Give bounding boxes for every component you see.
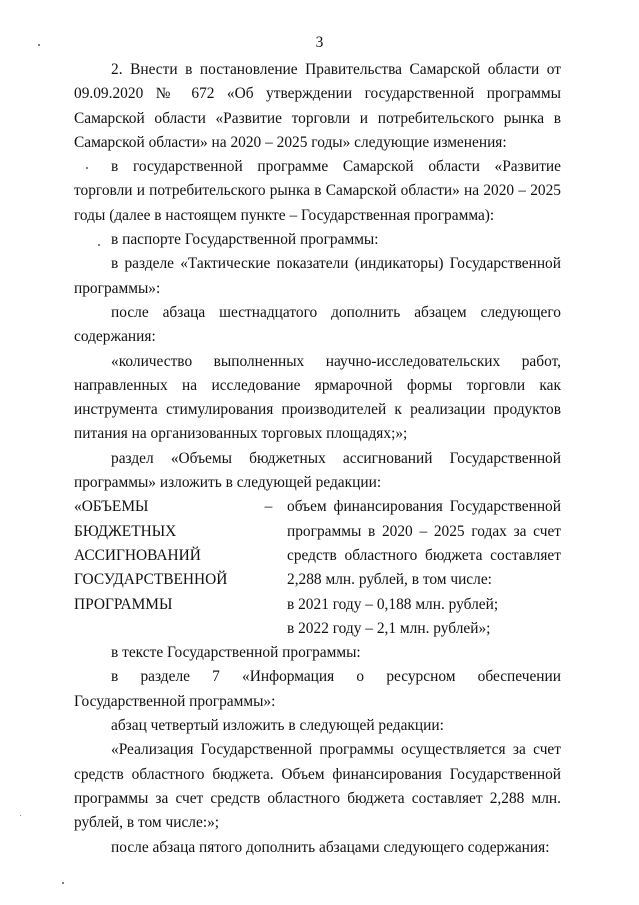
passport-row-label bbox=[74, 495, 250, 616]
paragraph-after-sixteenth: после абзаца шестнадцатого дополнить абзацем следующего содержания: bbox=[74, 303, 561, 346]
passport-label-line: АССИГНОВАНИЙ bbox=[74, 546, 201, 564]
scan-speck bbox=[98, 244, 100, 246]
passport-dash: – bbox=[264, 498, 273, 516]
paragraph-passport: в паспорте Государственной программы: bbox=[111, 231, 379, 249]
passport-label-line: БЮДЖЕТНЫХ bbox=[74, 522, 177, 540]
passport-label-line: ГОСУДАРСТВЕННОЙ bbox=[74, 571, 228, 589]
passport-value-2022: в 2022 году – 2,1 млн. рублей»; bbox=[287, 619, 491, 637]
paragraph-after-fifth: после абзаца пятого дополнить абзацами следующего содержания: bbox=[111, 838, 550, 856]
document-body bbox=[74, 58, 561, 860]
paragraph-section-7: в разделе 7 «Информация о ресурсном обеспечении Государственной программы»: bbox=[74, 668, 561, 710]
passport-row-value bbox=[287, 495, 561, 641]
paragraph-budget-section: раздел «Объемы бюджетных ассигнований Государственной программы» изложить в следующей редакции: bbox=[74, 449, 561, 492]
scan-speck bbox=[62, 882, 64, 884]
passport-budget-row bbox=[74, 495, 561, 641]
paragraph-section-indicators: в разделе «Тактические показатели (индикаторы) Государственной программы»: bbox=[74, 255, 561, 297]
paragraph-program-text: в тексте Государственной программы: bbox=[111, 644, 361, 662]
passport-value-main: объем финансирования Государственной программы в 2020 – 2025 годах за счет средств областного бюджета составляет 2,288 млн. рублей, в том числе: bbox=[287, 498, 561, 589]
paragraph-research-works: «количество выполненных научно-исследовательских работ, направленных на исследование ярмарочной формы торговли как инструмента стимулирования производителей к реализации продуктов питания на организованных торговых площадях;»; bbox=[74, 352, 561, 443]
passport-value-2021: в 2021 году – 0,188 млн. рублей; bbox=[287, 595, 499, 613]
scan-speck bbox=[38, 44, 40, 46]
paragraph-program-changes: в государственной программе Самарской области «Развитие торговли и потребительского рынка в Самарской области» на 2020 – 2025 годы (далее в настоящем пункте – Государственная программа): bbox=[74, 158, 561, 224]
scan-speck bbox=[86, 167, 88, 169]
page-number: 3 bbox=[315, 34, 324, 51]
paragraph-fourth-paragraph: абзац четвертый изложить в следующей редакции: bbox=[111, 717, 444, 735]
passport-label-line: «ОБЪЕМЫ bbox=[74, 498, 149, 516]
paragraph-amendment-intro: 2. Внести в постановление Правительства Самарской области от 09.09.2020 № 672 «Об утверждении государственной программы Самарской области «Развитие торговли и потребительского рынка в Самарской области» на 2020 – 2025 годы» следующие изменения: bbox=[74, 61, 561, 151]
passport-label-line: ПРОГРАММЫ bbox=[74, 595, 173, 613]
scan-speck bbox=[20, 815, 21, 816]
paragraph-implementation: «Реализация Государственной программы осуществляется за счет средств областного бюджета. Объем финансирования Государственной программы за счет средств областного бюджета составляет 2,288 млн. рублей, в том числе:»; bbox=[74, 741, 561, 832]
